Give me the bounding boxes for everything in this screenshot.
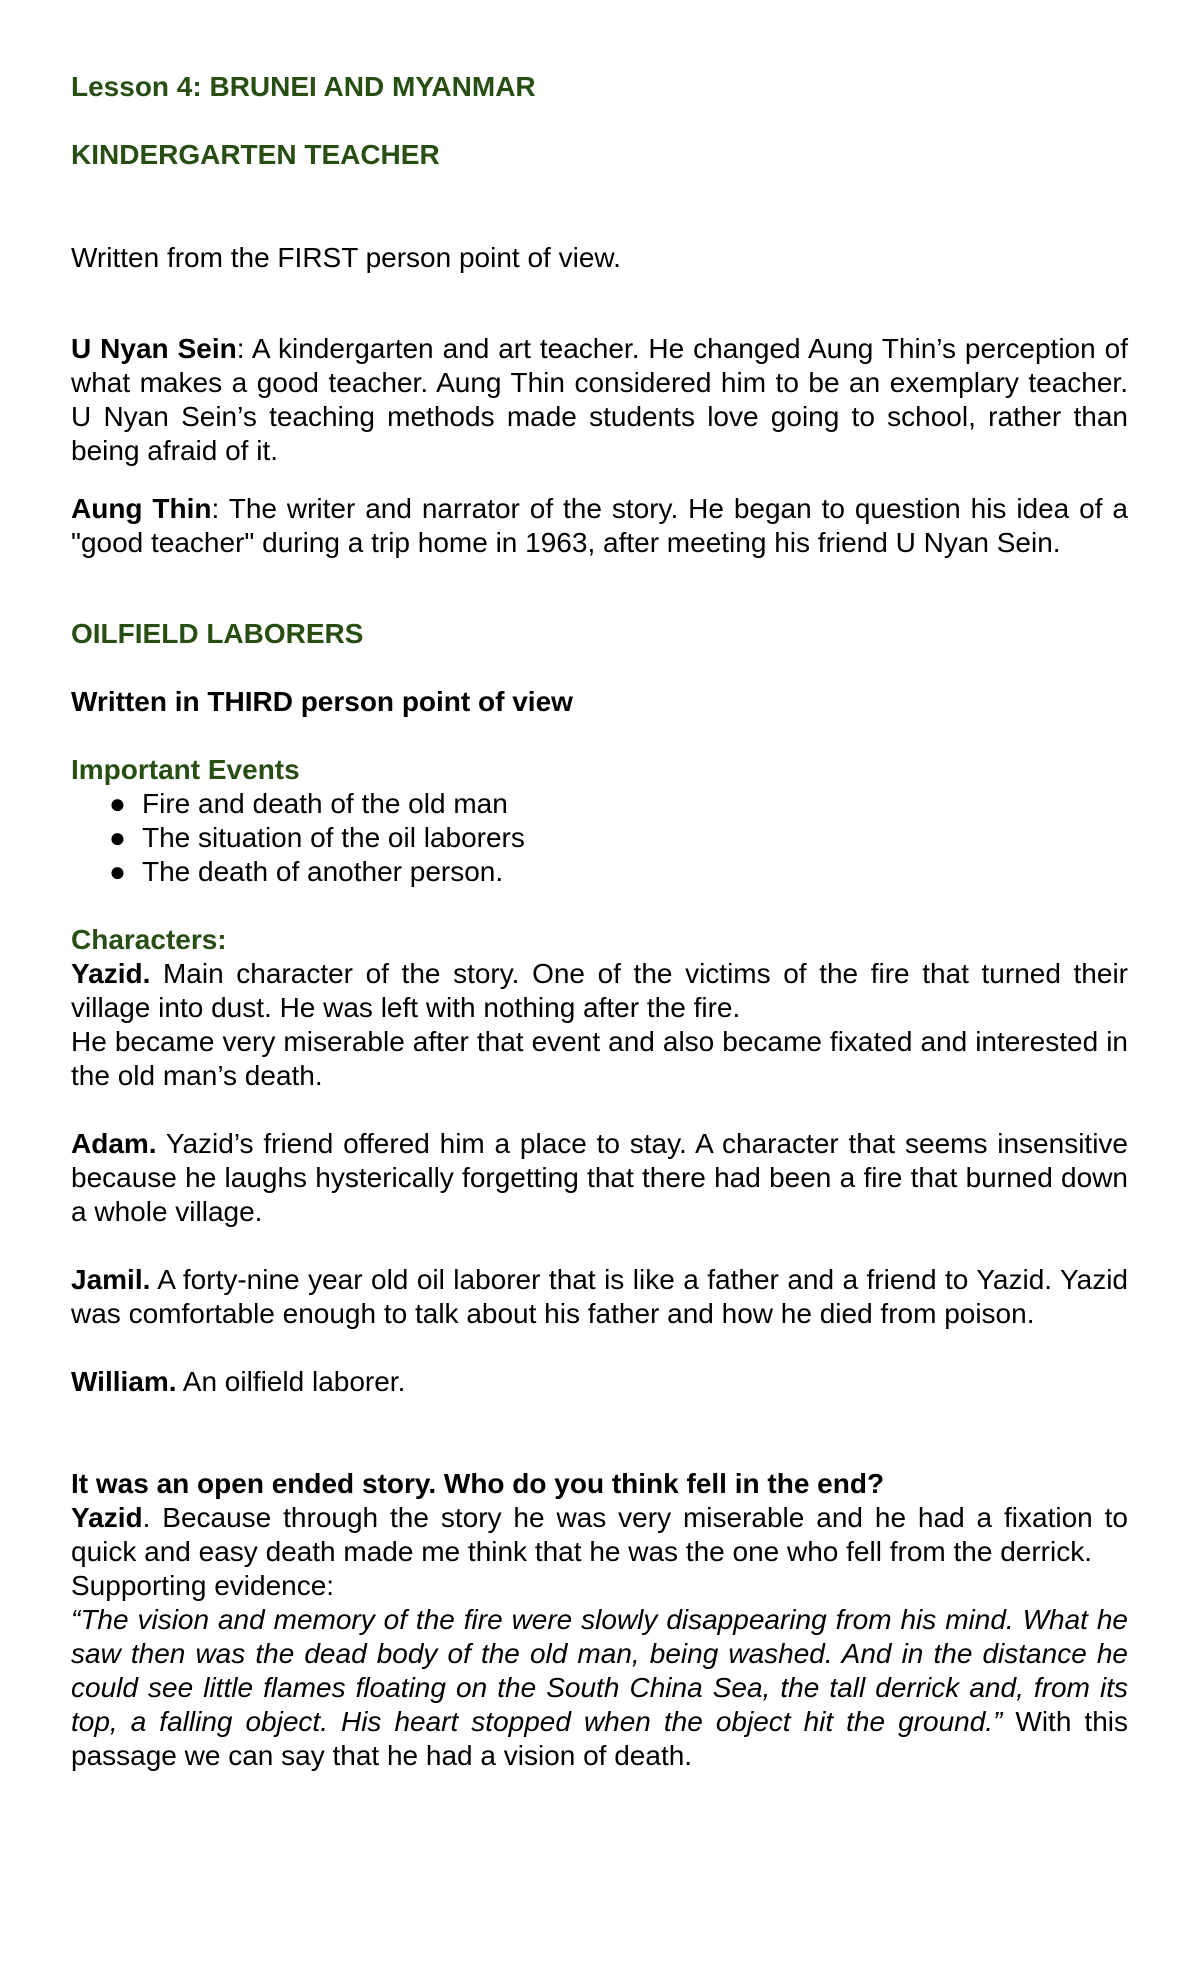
pov-third-person: Written in THIRD person point of view: [71, 686, 573, 717]
character-aung-thin: [71, 492, 1128, 560]
character-description: A forty-nine year old oil laborer that is like a father and a friend to Yazid. Yazid was comfortable enough to talk about his father and how he died from poison.: [71, 1264, 1128, 1329]
character-william: [71, 1365, 1128, 1399]
answer-name: Yazid: [71, 1502, 143, 1533]
character-u-nyan-sein: [71, 332, 1128, 468]
characters-heading: Characters:: [71, 924, 227, 955]
supporting-evidence-label: Supporting evidence:: [71, 1570, 335, 1601]
answer-text: . Because through the story he was very miserable and he had a fixation to quick and easy death made me think that he was the one who fell from the derrick.: [71, 1502, 1128, 1567]
bullet-icon: ●: [109, 822, 126, 853]
bullet-icon: ●: [109, 788, 126, 819]
list-item: [109, 821, 1128, 855]
bullet-icon: ●: [109, 856, 126, 887]
character-adam: [71, 1127, 1128, 1229]
event-text: The death of another person.: [142, 856, 504, 887]
character-name: Yazid.: [71, 958, 151, 989]
list-item: [109, 855, 1128, 889]
pov-first-person: Written from the FIRST person point of view.: [71, 242, 621, 273]
evidence-quote: “The vision and memory of the fire were slowly disappearing from his mind. What he saw then was the dead body of the old man, being washed. And in the distance he could see little flames floating on the South China Sea, the tall derrick and, from its top, a falling object. His heart stopped when the object hit the ground.”: [71, 1604, 1128, 1737]
character-name: Aung Thin: [71, 493, 212, 524]
list-item: [109, 787, 1128, 821]
character-yazid: [71, 957, 1128, 1025]
character-name: William.: [71, 1366, 177, 1397]
open-ended-question: It was an open ended story. Who do you think fell in the end?: [71, 1468, 885, 1499]
character-description: : The writer and narrator of the story. He began to question his idea of a "good teacher" during a trip home in 1963, after meeting his friend U Nyan Sein.: [71, 493, 1128, 558]
answer-paragraph: [71, 1501, 1128, 1569]
character-yazid-continued: He became very miserable after that event and also became fixated and interested in the old man’s death.: [71, 1026, 1128, 1091]
important-events-heading: Important Events: [71, 754, 300, 785]
character-name: Jamil.: [71, 1264, 151, 1295]
lesson-title: Lesson 4: BRUNEI AND MYANMAR: [71, 71, 536, 102]
section-heading-oilfield-laborers: OILFIELD LABORERS: [71, 618, 364, 649]
character-name: Adam.: [71, 1128, 157, 1159]
event-text: Fire and death of the old man: [142, 788, 508, 819]
section-heading-kindergarten-teacher: KINDERGARTEN TEACHER: [71, 139, 440, 170]
character-description: : A kindergarten and art teacher. He changed Aung Thin’s perception of what makes a good teacher. Aung Thin considered him to be an exemplary teacher. U Nyan Sein’s teaching methods made students love going to school, rather than being afraid of it.: [71, 333, 1128, 466]
character-description: Yazid’s friend offered him a place to stay. A character that seems insensitive because he laughs hysterically forgetting that there had been a fire that burned down a whole village.: [71, 1128, 1128, 1227]
character-description: Main character of the story. One of the victims of the fire that turned their village into dust. He was left with nothing after the fire.: [71, 958, 1128, 1023]
character-jamil: [71, 1263, 1128, 1331]
event-text: The situation of the oil laborers: [142, 822, 525, 853]
character-description: An oilfield laborer.: [176, 1366, 406, 1397]
events-list: [71, 787, 1128, 889]
character-name: U Nyan Sein: [71, 333, 237, 364]
evidence-conclusion: With this passage we can say that he had a vision of death.: [71, 1706, 1128, 1771]
evidence-paragraph: [71, 1603, 1128, 1773]
